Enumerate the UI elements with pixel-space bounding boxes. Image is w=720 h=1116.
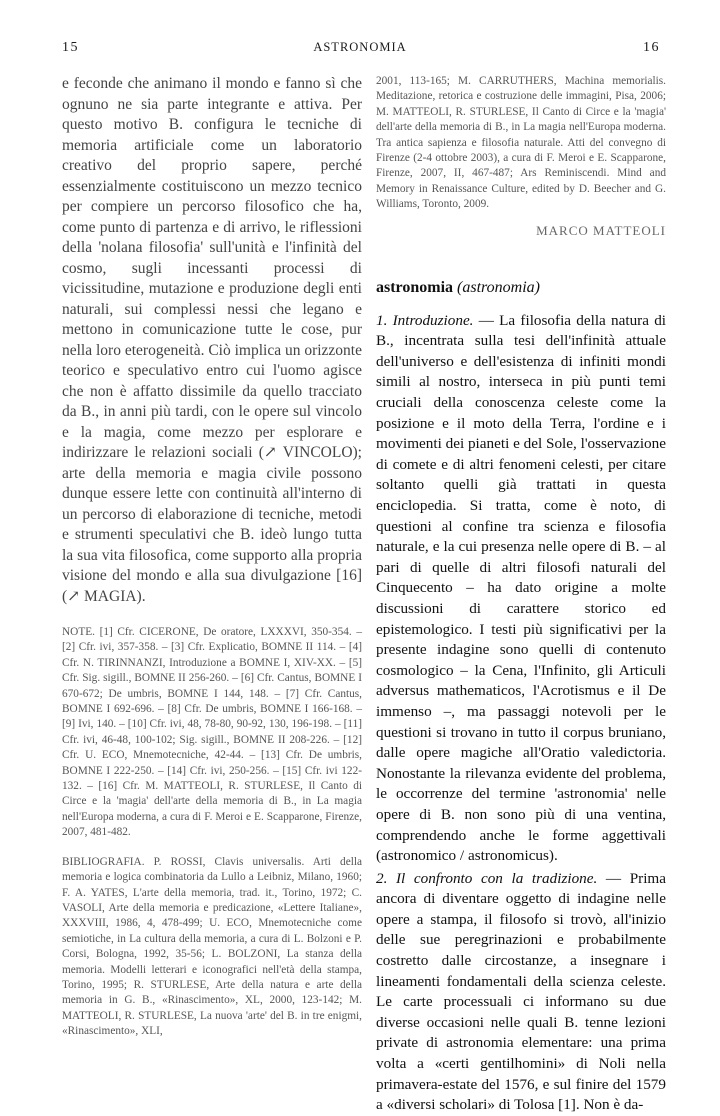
section2-text: — Prima ancora di diventare oggetto di indagine nelle opere a stampa, il filosofo si trovò, all'inizio delle sue peregrinazioni e probabilmente costretto dalle circostanze, a insegnare i lineamenti fondamentali della scienza celeste. Le carte processuali ci informano su due diverse occasioni nelle quali B. tenne lezioni private di astronomia elementare: una prima volta a «certi gentilhomini» di Noli nella primavera-estate del 1576, e sul finire del 1579 a «diversi scholari» di Tolosa [1]. Non è da- xyxy=(376,869,666,1114)
entry-title-alt: (astronomia) xyxy=(457,278,541,296)
article-author: MARCO MATTEOLI xyxy=(536,222,666,238)
section1-text: — La filosofia della natura di B., incentrata sulla tesi dell'infinità attuale dell'universo e dell'esistenza di infiniti mondi simili al nostro, interseca in più punti temi cruciali della conoscenza celeste come la posizione e il moto della Terra, l'ordine e i movimenti dei pianeti e del Sole, l'osservazione di comete e di altri fenomeni celesti, per citare soltanto quelli già trattati in questa enciclopedia. Si tratta, come è noto, di questioni al confine tra scienza e filosofia naturale, e la cui presenza nelle opere di B. – al pari di quelle di altri filosofi naturali del Cinquecento – ha dato origine a molte discussioni di carattere storico ed epistemologico. I testi più significativi per la presente indagine sono quelli di contenuto cosmologico – la Cena, l'Infinito, gli Articuli adversus mathematicos, l'Acrotismus e il De immenso –, ma passaggi notevoli per le questioni si trovano in tutto il corpus bruniano, dalle opere magiche all'Oratio valedictoria. Nonostante la rilevanza evidente del problema, le occorrenze del termine 'astronomia' nelle opere di B. non sono più di una ventina, comprendendo anche le forme aggettivali (astronomico / astronomicus). xyxy=(376,311,667,865)
page-number-left: 15 xyxy=(62,40,79,55)
bibliography-continuation: 2001, 113-165; M. CARRUTHERS, Machina memorialis. Meditazione, retorica e costruzione delle immagini, Pisa, 2006; M. MATTEOLI, R. STURLESE, Il Canto di Circe e la 'magia' dell'arte della memoria di B., in La magia nell'Europa moderna. Tra antica sapienza e filosofia naturale. Atti del convegno di Firenze (2-4 ottobre 2003), a cura di F. Meroi e E. Scapparone, Firenze, 2007, II, 467-487; Ars Reminiscendi. Mind and Memory in Renaissance Culture, edited by D. Beecher and G. Williams, Toronto, 2009. xyxy=(376,75,666,211)
memory-article-ending: e feconde che animano il mondo e fanno sì che ognuno ne sia parte integrante e attiva. Per questo motivo B. configura le tecniche di memoria artificiale come un laboratorio creativo del proprio sapere, perché essenzialmente costituiscono un mezzo tecnico per compiere un percorso filosofico che ha, come punto di partenza e di arrivo, le riflessioni della 'nolana filosofia' sull'unità e l'infinità del cosmo, sugli incessanti processi di vicissitudine, mutazione e produzione degli enti naturali, sui complessi nessi che legano e mettono in comunicazione tutte le cose, pur nella loro eterogeneità. Ciò implica un orizzonte teorico e speculativo entro cui l'uomo agisce che non è affatto dissimile da quello tracciato da B., in anni più tardi, con le opere sul vincolo e la magia, come mezzo per esplorare e indirizzare le relazioni sociali (↗ VINCOLO); arte della memoria e magia civile possono dunque essere lette con continuità all'interno di un percorso di elaborazione di tecniche, metodi e strumenti speculativi che B. ideò lungo tutta la sua vita filosofica, come supporto alla propria visione del mondo e alla sua divulgazione [16] (↗ MAGIA). xyxy=(62,75,362,605)
page-header xyxy=(0,36,720,60)
section1-label: 1. Introduzione. xyxy=(376,311,474,329)
bibliography-block: BIBLIOGRAFIA. P. ROSSI, Clavis universalis. Arti della memoria e logica combinatoria da Lullo a Leibniz, Milano, 1960; F. A. YATES, L'arte della memoria, trad. it., Torino, 1972; C. VASOLI, Arte della memoria e predicazione, «Lettere Italiane», XXXVIII, 1986, 4, 478-499; U. ECO, Mnemotecniche come semiotiche, in La cultura della memoria, a cura di L. Bolzoni e P. Corsi, Bologna, 1992, 35-56; L. BOLZONI, La stanza della memoria. Modelli letterari e iconografici nell'età della stampa, Torino, 1995; R. STURLESE, Arte della natura e arte della memoria in G. B., «Rinascimento», XL, 2000, 123-142; M. MATTEOLI, R. STURLESE, La nuova 'arte' del B. in tre enigmi, «Rinascimento», XLI, xyxy=(62,855,362,1038)
notes-block: NOTE. [1] Cfr. CICERONE, De oratore, LXXXVI, 350-354. – [2] Cfr. ivi, 357-358. – [3] Cfr. Explicatio, BOMNE II 114. – [4] Cfr. N. TIRINNANZI, Introduzione a BOMNE I, XIV-XX. – [5] Cfr. Sig. sigill., BOMNE II 256-260. – [6] Cfr. Cantus, BOMNE I 670-672; De umbris, BOMNE I 144, 148. – [7] Cfr. Cantus, BOMNE I 692-696. – [8] Cfr. De umbris, BOMNE I 166-168. – [9] Ivi, 140. – [10] Cfr. ivi, 48, 78-80, 90-92, 130, 196-198. – [11] Cfr. ivi, 46-48, 100-102; Sig. sigill., BOMNE II 208-226. – [12] Cfr. U. ECO, Mnemotecniche, 42-44. – [13] Cfr. De umbris, BOMNE I 222-250. – [14] Cfr. ivi, 250-256. – [15] Cfr. ivi 122-132. – [16] Cfr. M. MATTEOLI, R. STURLESE, Il Canto di Circe e la 'magia' dell'arte della memoria di B., in La magia nell'Europa moderna, a cura di F. Meroi e E. Scapparone, Firenze, 2007, 481-482. xyxy=(62,626,362,839)
right-column xyxy=(376,74,666,1116)
left-column xyxy=(62,74,362,1040)
running-title: ASTRONOMIA xyxy=(313,40,407,54)
entry-title: astronomia xyxy=(376,278,454,296)
entry-heading xyxy=(376,279,666,297)
section-introduzione xyxy=(376,311,666,867)
section-confronto xyxy=(376,869,666,1116)
page-number-right: 16 xyxy=(643,40,660,55)
section2-label: 2. Il confronto con la tradizione. xyxy=(376,869,598,887)
